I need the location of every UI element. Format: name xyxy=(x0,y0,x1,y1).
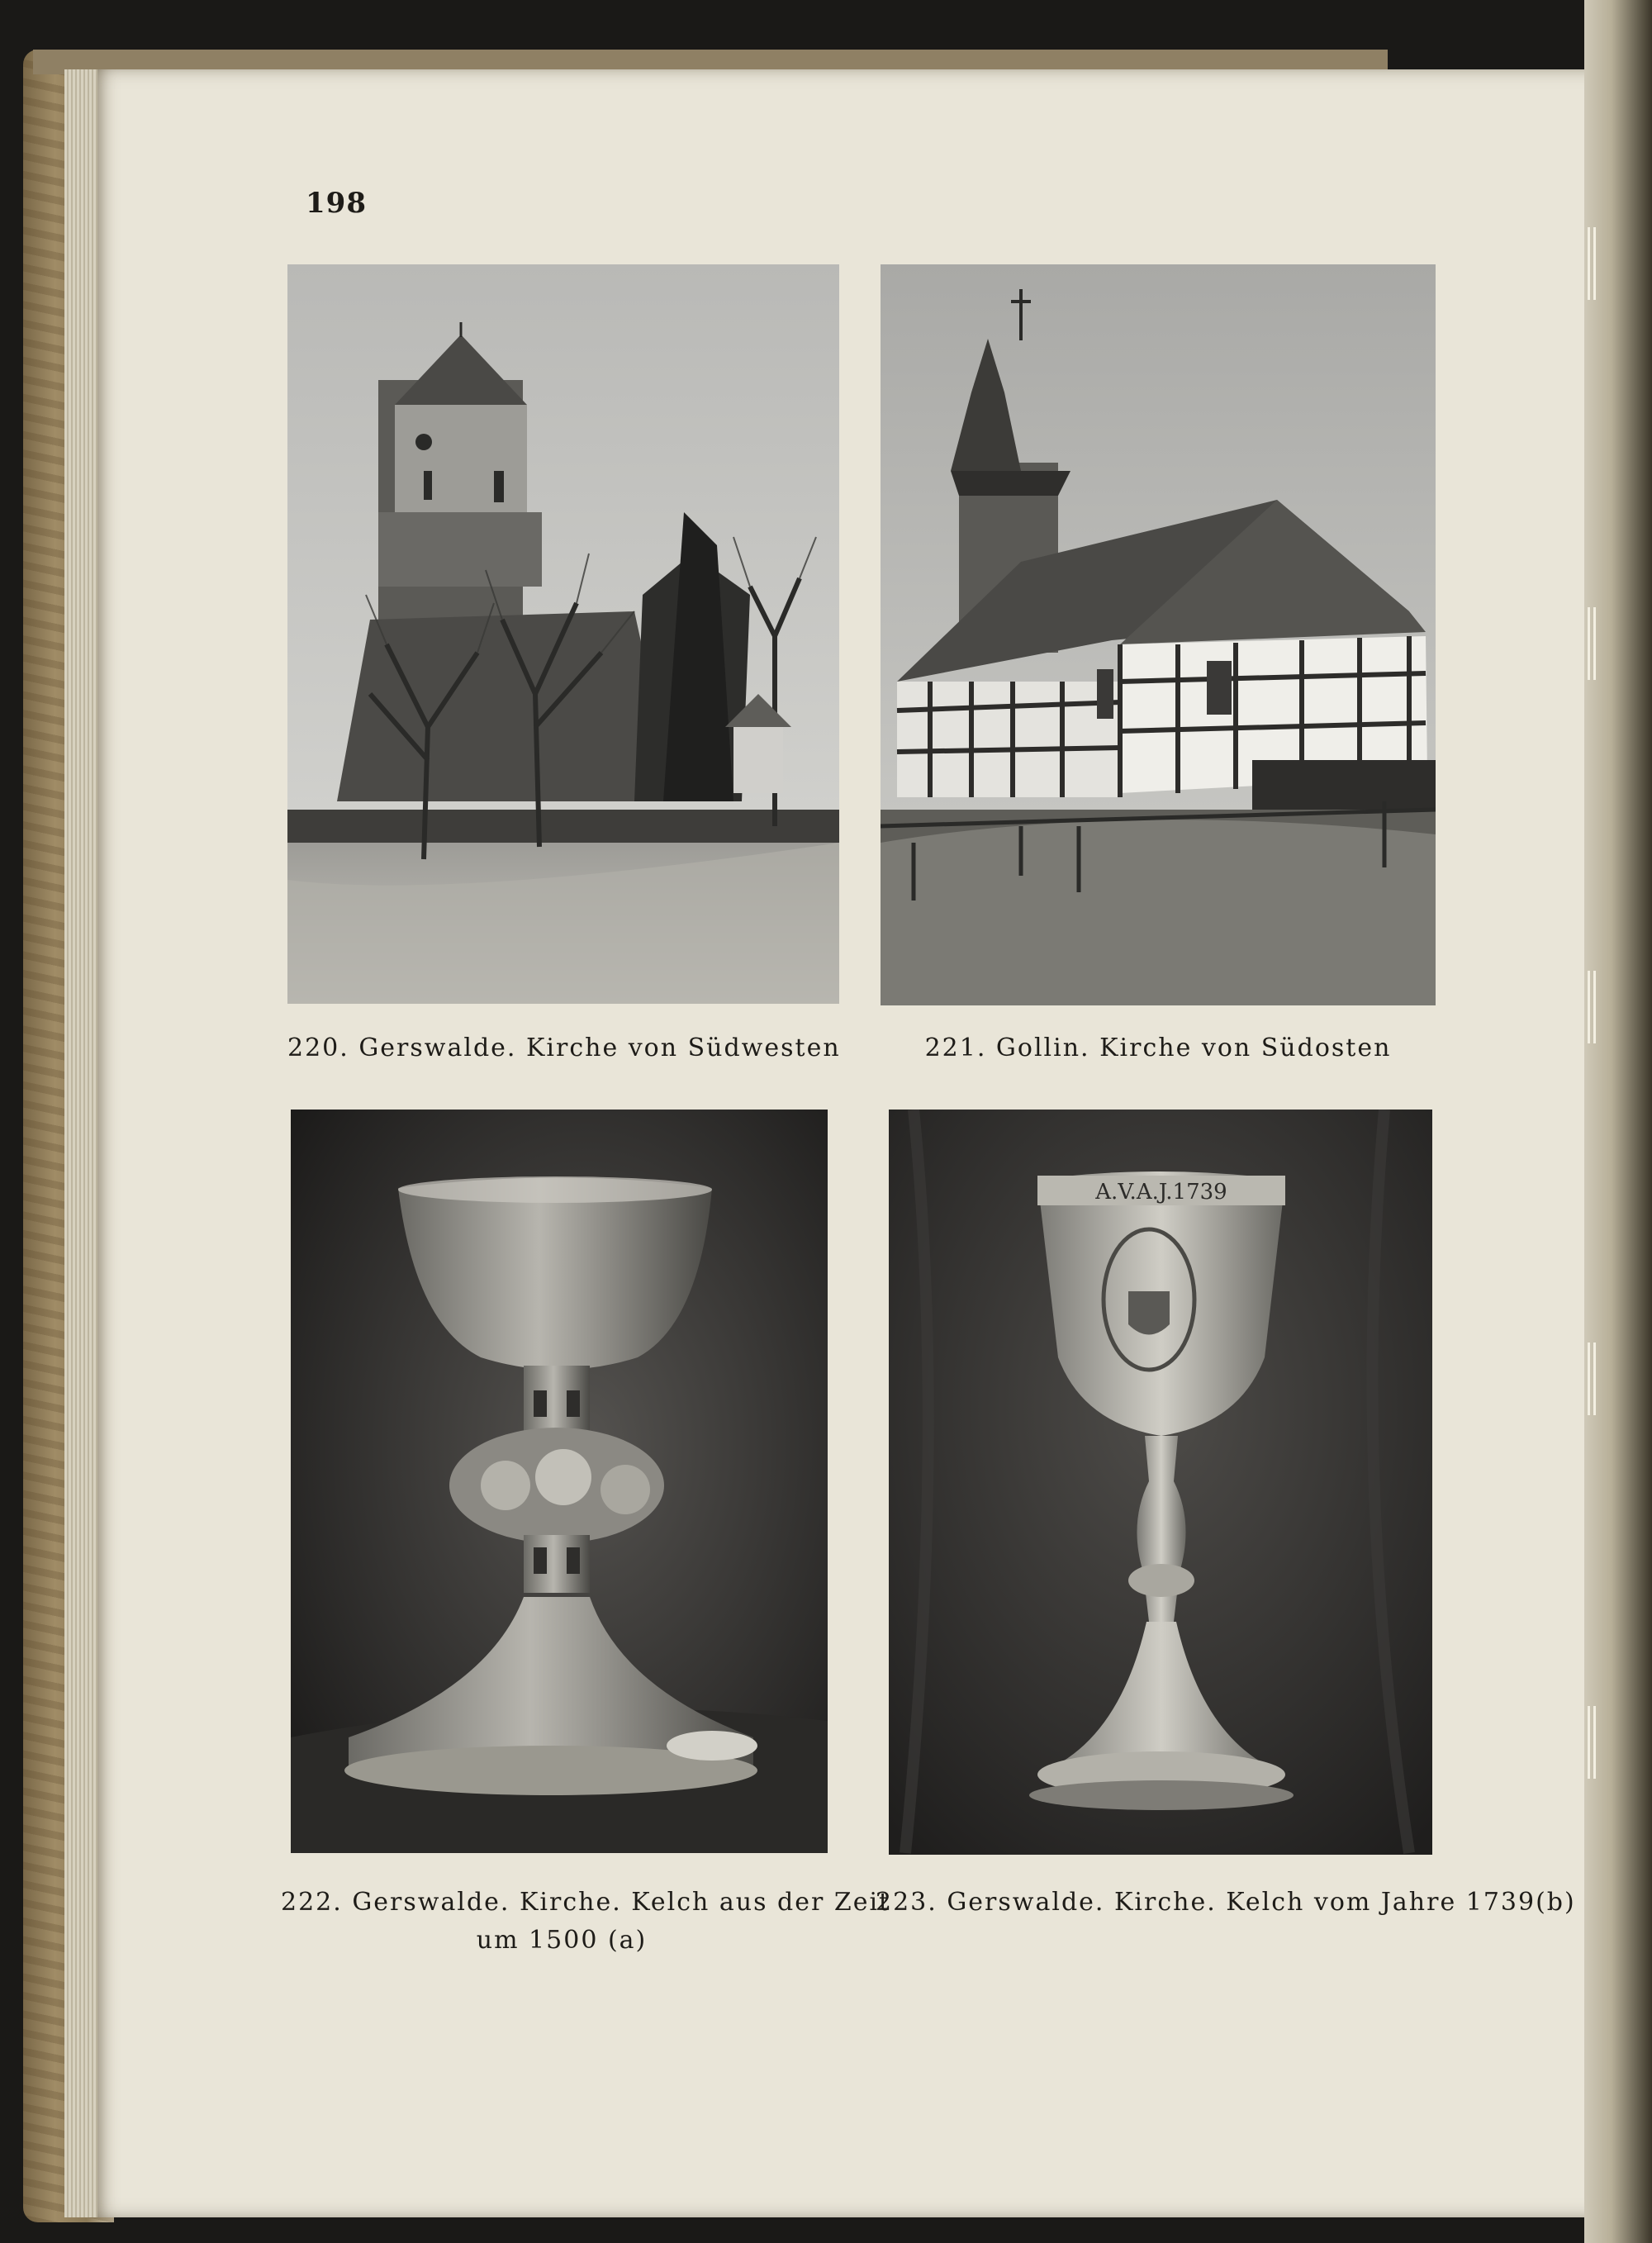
binding-stitch xyxy=(1588,971,1596,1043)
church-southeast-image xyxy=(881,264,1436,1005)
figure-222-caption-line2: um 1500 (a) xyxy=(476,1926,648,1955)
chalice-1739-image xyxy=(889,1110,1432,1855)
binding-stitch xyxy=(1588,1706,1596,1779)
figure-222-photo xyxy=(291,1110,828,1853)
church-southwest-image xyxy=(287,264,839,1004)
binding-stitch xyxy=(1588,227,1596,300)
page-number: 198 xyxy=(306,187,367,220)
chalice-1500-image xyxy=(291,1110,828,1853)
figure-220-photo xyxy=(287,264,839,1004)
binding-stitch xyxy=(1588,607,1596,680)
binding-stitch xyxy=(1588,1342,1596,1415)
figure-222-caption-line1: 222. Gerswalde. Kirche. Kelch aus der Zeit xyxy=(281,1888,891,1917)
figure-221-photo xyxy=(881,264,1436,1005)
figure-223-photo xyxy=(889,1110,1432,1855)
figure-221-caption: 221. Gollin. Kirche von Südosten xyxy=(924,1034,1392,1062)
book-gutter xyxy=(1584,0,1652,2243)
figure-223-caption: 223. Gerswalde. Kirche. Kelch vom Jahre 1739(b) xyxy=(876,1888,1576,1917)
figure-220-caption: 220. Gerswalde. Kirche von Südwesten xyxy=(287,1034,841,1062)
chalice-engraving: A.V.A.J.1739 xyxy=(1095,1180,1227,1205)
